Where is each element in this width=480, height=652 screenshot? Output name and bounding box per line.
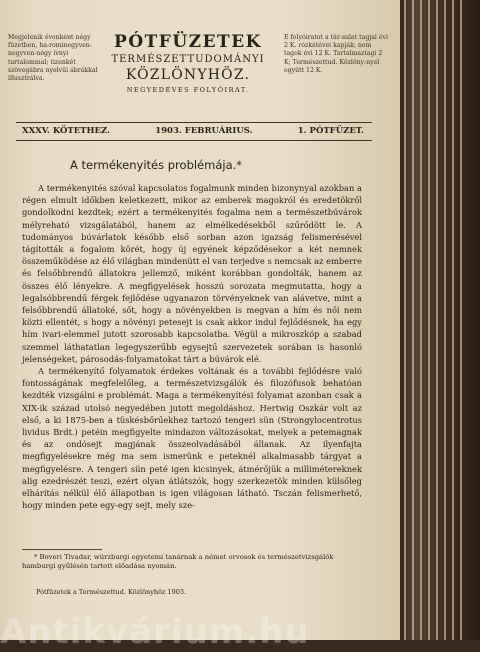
paragraph: A termékenyítő folyamatok érdekes voltának és a további fejlődésre való fontosságának megfelelőleg, a természetvizsgálók és filozófusok behatóan kezdték vizsgálni e problémát. Maga a termékenyítési folyamat azonban csak a XIX-ik század utolsó negyedében jutott megoldáshoz. Hertwig Oszkár volt az első, a ki 1875-ben a tüskésbőrűekhez tartozó tengeri sün (Strongylocentrotus lividus Brdt.) petéin megfigyelte mindazon változásokat, melyek a petemagnak és az ondósejt magjának összeolvadásából állanak. Az ilyenfajta megfigyelésekre még ma sem ismerünk e peteknél alkalmasabb tárgyat a megfigyelésre. A tengeri sün peté igen kicsinyek, átmérőjük a millimétereknek alig ezedrészét teszi, ezért olyan átlátszók, hogy szerkezetök minden külsőleg elhárítás nélkül élő állapotban is igen világosan látható. Tsczán felismerhető, hogy minden pete egy-egy sejt, mely sze- (22, 366, 362, 511)
page-edges (398, 0, 468, 640)
masthead-title: PÓTFÜZETEK (114, 32, 262, 52)
masthead-subtitle: TERMÉSZETTUDOMÁNYI (111, 54, 265, 65)
divider (16, 140, 372, 141)
issue-line (22, 126, 364, 136)
masthead-subtitle-2: KÖZLÖNYHÖZ. (125, 67, 251, 83)
paragraph: A termékenyités szóval kapcsolatos fogalmunk minden bizonynyal azokban a régen elmult időkben keletkezett, mikor az emberek magokról és eredetökről gondolkodni kezdtek; ezért a termékenyités fogalma nem a természetbúvárok mélyreható vizsgálatából, hanem az elmélkedésekből szűrődött le. A tudományos búvárlatok később első sorban azon igazság felismerésével tágították a fogalom körét, hogy új egyének képződésekor a két nemnek összeműködése az élő világban mindenütt el van terjedve s nemcsak az emberre és felsőbbrendű állatokra jellemző, miként korábban gondolták, hanem az összes élő lényekre. A megfigyelések hosszú sorozata megmutatta, hogy a legalsóbbrendű férgek fejlődése ugyanazon törvényeknek van alávetve, mint a felsőbbrendű állatoké, sőt, hogy a növényekben is megvan a hím és női nem közti ellentét, s hogy a növényi petesejt is csak akkor indul fejlődésnek, ha egy hím ivari-elemmel jutott szorosabb kapcsolatba. Végül a mikroszkóp a szabad szemmel láthatatlan legegyszerűbb egysejtű szervezetek sorában is hasonló jelenségeket, párosodás-folyamatokat tárt a búvárok elé. (22, 183, 362, 364)
footnote-rule (22, 549, 102, 550)
masthead-tagline: NEGYEDÉVES FOLYÓIRAT. (126, 86, 250, 94)
issue-number: 1. PÓTFÜZET. (297, 126, 364, 136)
masthead (96, 32, 280, 94)
subscription-notice-left: Megjelenik évenként négy füzetben, ha-rominegyven-negyven-négy ívnyi tartalommal; tizenkét szövegábra nyelvűi ábrákkal illusztrálva. (8, 34, 98, 83)
article-title: A termékenyités problémája.* (70, 158, 243, 172)
article-body (22, 182, 362, 511)
divider (16, 122, 372, 123)
page-footer: Pótfüzetek a Természettud. Közlönyhöz 1903. (36, 588, 187, 596)
issue-date: 1903. FEBRUÁRIUS. (155, 126, 253, 136)
watermark: Antikvárium.hu (0, 612, 310, 652)
volume: XXXV. KÖTETHEZ. (22, 126, 111, 136)
footnote: * Boveri Tivadar, würzburgi egyetemi tanárnak a német orvosok és természetvizsgálók hamburgi gyűlésén tartott előadása nyomán. (22, 553, 334, 570)
subscription-notice-right: E folyóiratot a tár-sulat tagjai évi 2 K. rózkétévei kapják; nem tagok évi 12 K. Tartalmaztagi 2 K; Természettud. Közlöny-nyel együtt 12 K. (284, 34, 388, 74)
